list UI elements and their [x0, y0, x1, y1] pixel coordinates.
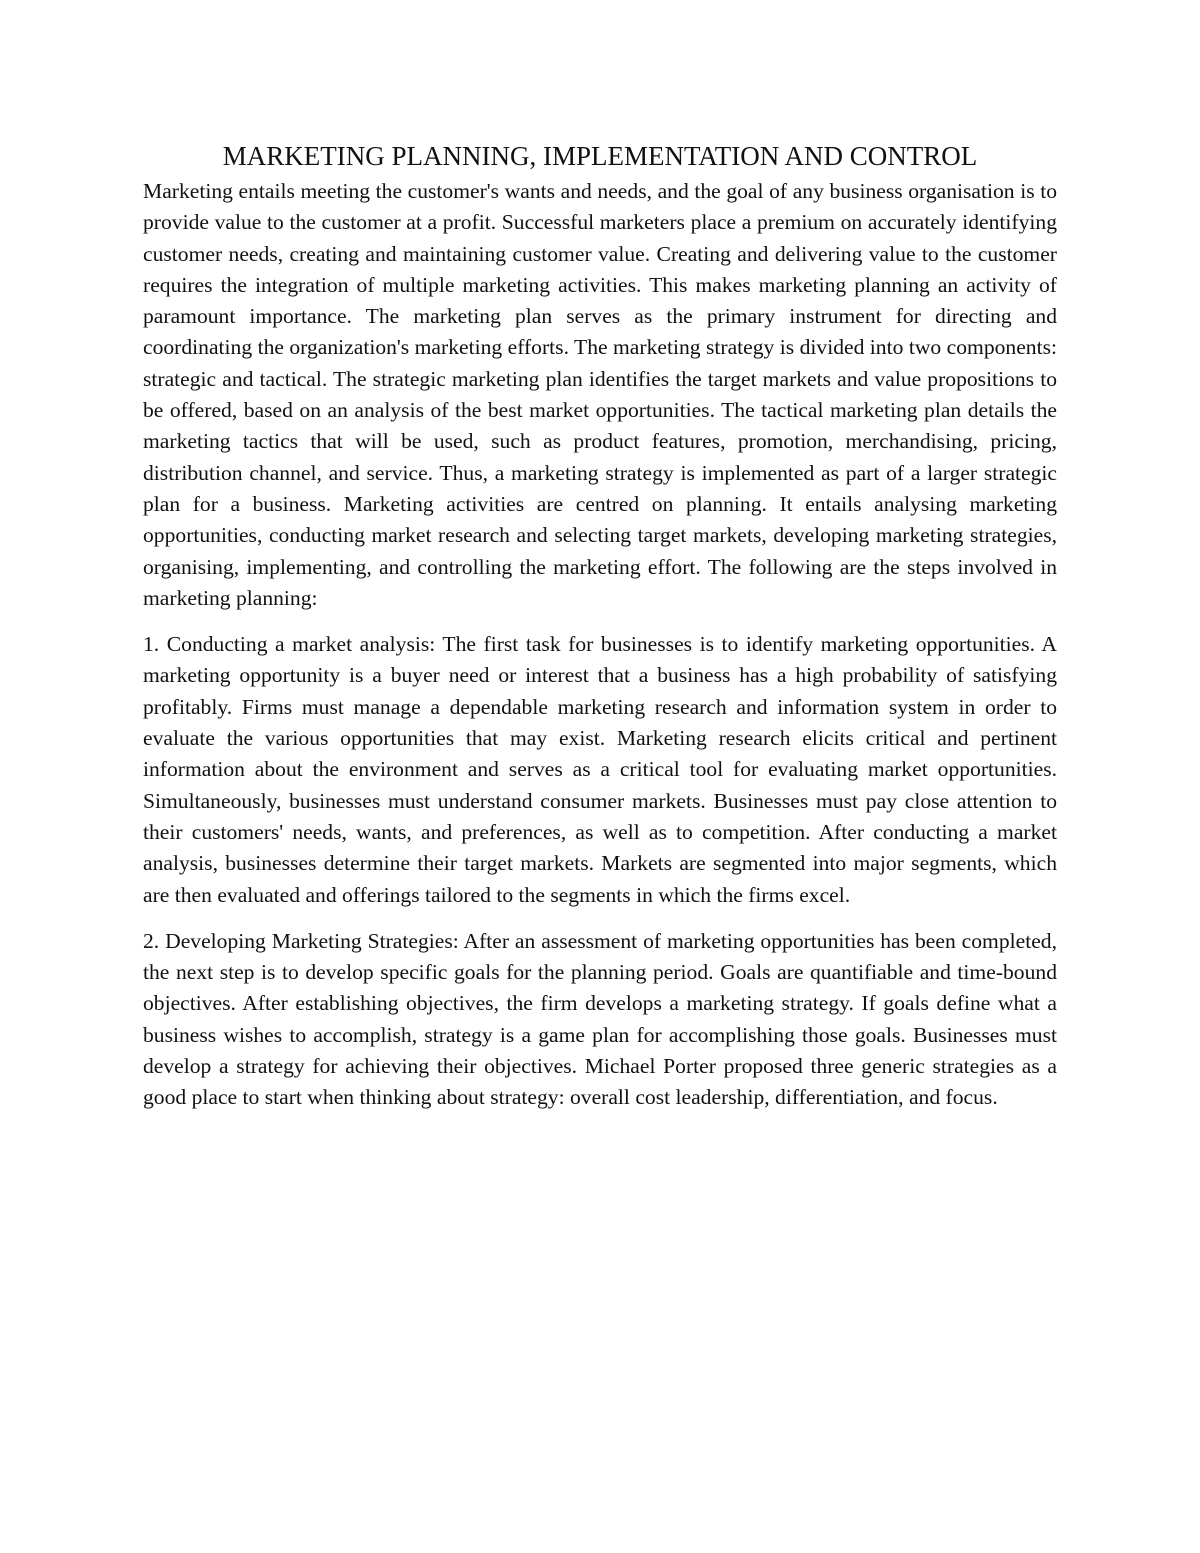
step-2-paragraph: 2. Developing Marketing Strategies: After an assessment of marketing opportunities has been completed, the next step is to develop specific goals for the planning period. Goals are quantifiable and time-bound objectives. After establishing objectives, the firm develops a marketing strategy. If goals define what a business wishes to accomplish, strategy is a game plan for accomplishing those goals. Businesses must develop a strategy for achieving their objectives. Michael Porter proposed three generic strategies as a good place to start when thinking about strategy: overall cost leadership, differentiation, and focus. [143, 928, 1057, 1110]
intro-paragraph: Marketing entails meeting the customer's wants and needs, and the goal of any business organisation is to provide value to the customer at a profit. Successful marketers place a premium on accurately identifying customer needs, creating and maintaining customer value. Creating and delivering value to the customer requires the integration of multiple marketing activities. This makes marketing planning an activity of paramount importance. The marketing plan serves as the primary instrument for directing and coordinating the organization's marketing efforts. The marketing strategy is divided into two components: strategic and tactical. The strategic marketing plan identifies the target markets and value propositions to be offered, based on an analysis of the best market opportunities. The tactical marketing plan details the marketing tactics that will be used, such as product features, promotion, merchandising, pricing, distribution channel, and service. Thus, a marketing strategy is implemented as part of a larger strategic plan for a business. Marketing activities are centred on planning. It entails analysing marketing opportunities, conducting market research and selecting target markets, developing marketing strategies, organising, implementing, and controlling the marketing effort. The following are the steps involved in marketing planning: [143, 179, 1057, 610]
document-title: MARKETING PLANNING, IMPLEMENTATION AND CONTROL [222, 141, 978, 171]
document-page [143, 140, 1057, 1114]
step-1-paragraph: 1. Conducting a market analysis: The first task for businesses is to identify marketing opportunities. A marketing opportunity is a buyer need or interest that a business has a high probability of satisfying profitably. Firms must manage a dependable marketing research and information system in order to evaluate the various opportunities that may exist. Marketing research elicits critical and pertinent information about the environment and serves as a critical tool for evaluating market opportunities. Simultaneously, businesses must understand consumer markets. Businesses must pay close attention to their customers' needs, wants, and preferences, as well as to competition. After conducting a market analysis, businesses determine their target markets. Markets are segmented into major segments, which are then evaluated and offerings tailored to the segments in which the firms excel. [143, 632, 1057, 907]
